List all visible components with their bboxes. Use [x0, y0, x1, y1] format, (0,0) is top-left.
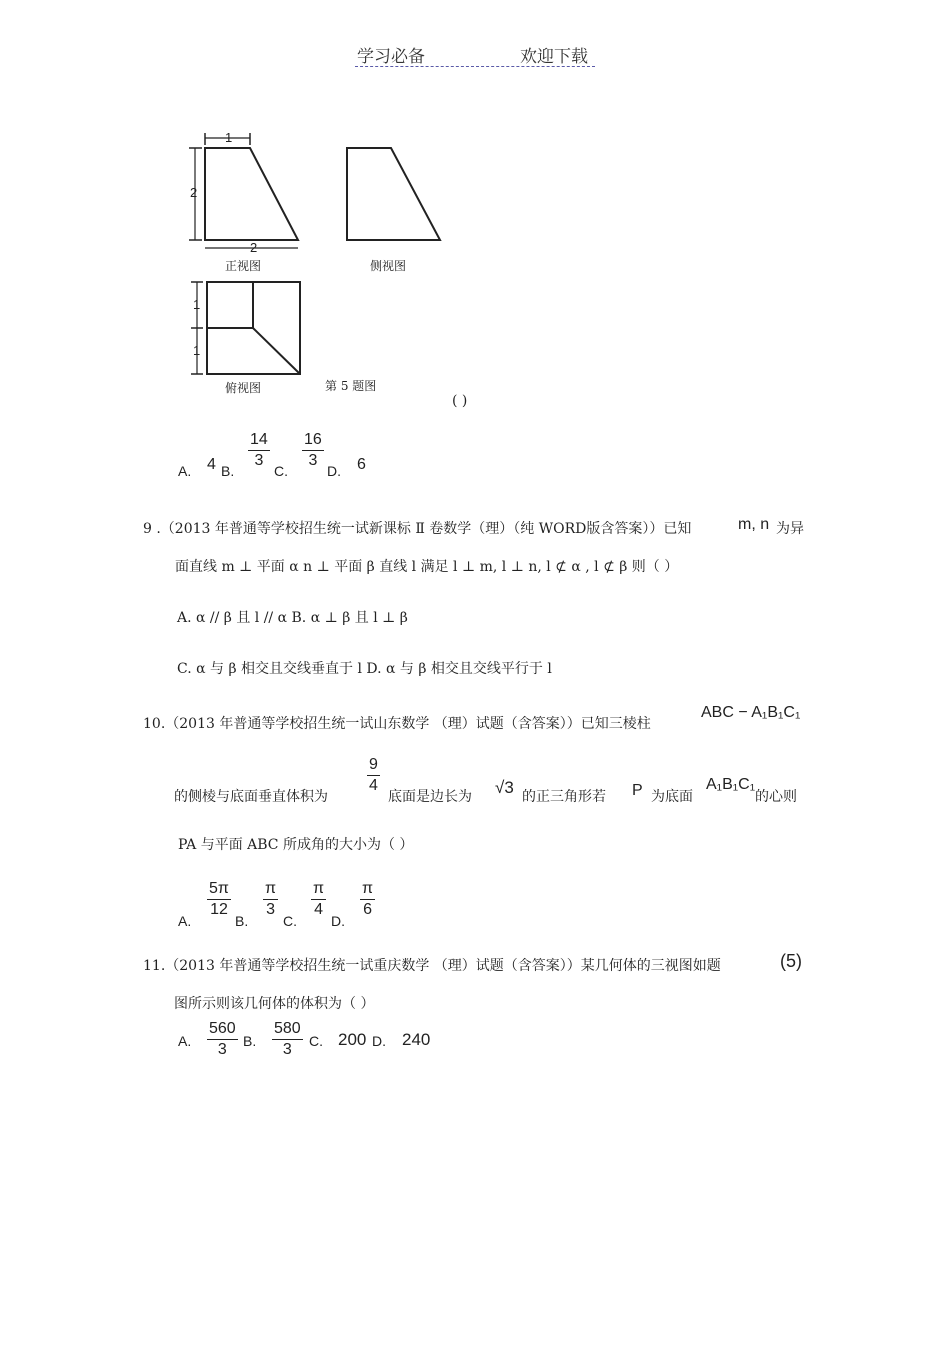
page-header: [355, 40, 595, 67]
dim-bottom: 2: [250, 240, 258, 255]
q11-opt-c: C.: [309, 1033, 323, 1049]
side-view-label: 侧视图: [370, 259, 407, 273]
q10-p: P: [632, 782, 643, 799]
q11-opt-a: A.: [178, 1033, 192, 1049]
q11-val-d: 240: [402, 1030, 431, 1049]
q8-opt-a: A.: [178, 463, 192, 479]
q10-line2-d: 为底面: [651, 789, 693, 805]
q10-line3: PA 与平面 ABC 所成角的大小为（ ）: [178, 837, 414, 853]
q9-line2: 面直线 m ⊥ 平面 α n ⊥ 平面 β 直线 l 满足 l ⊥ m, l ⊥ n, l ⊄ α , l ⊄ β 则（ ）: [175, 559, 679, 575]
q10-frac-d: $\frac{\pi}{6}$: [362, 880, 374, 918]
q10-line2-e: 的心则: [755, 789, 797, 805]
q9-options-ab: A. α // β 且 l // α B. α ⊥ β 且 l ⊥ β: [177, 610, 408, 626]
header-right: 欢迎下载: [520, 47, 588, 67]
q8-paren: ( ): [452, 393, 468, 409]
q10-line2-c: 的正三角形若: [522, 789, 606, 805]
dim-left: 2: [190, 185, 198, 200]
q11-line2: 图所示则该几何体的体积为（ ）: [174, 996, 375, 1012]
dim-top-view-2: 1: [193, 343, 201, 358]
q10-opt-d: D.: [331, 913, 345, 929]
figure-caption: 第 5 题图: [325, 379, 377, 393]
q10-line2-b: 底面是边长为: [388, 789, 472, 805]
top-view: [191, 282, 300, 374]
q8-opt-b: B.: [221, 463, 235, 479]
q10-frac-a: $\frac{5\pi}{12}$: [209, 880, 229, 918]
q10-frac-c: $\frac{\pi}{4}$: [313, 880, 325, 918]
q8-val-d: 6: [357, 456, 366, 473]
q10-opt-c: C.: [283, 913, 297, 929]
q10-sqrt: √3: [495, 778, 514, 797]
q8-opt-d: D.: [327, 463, 341, 479]
q10-line1: 10.（2013 年普通等学校招生统一试山东数学 （理）试题（含答案））已知三棱柱: [143, 716, 651, 732]
q11-line1: 11.（2013 年普通等学校招生统一试重庆数学 （理）试题（含答案））某几何体的三视图如题: [143, 958, 721, 974]
q10-opt-a: A.: [178, 913, 192, 929]
q10-volume-frac: $\frac{9}{4}$: [369, 756, 378, 794]
q10-line2-a: 的侧棱与底面垂直体积为: [174, 789, 328, 805]
three-view-figure: [180, 125, 460, 400]
q11-val-c: 200: [338, 1030, 367, 1049]
q11-line1-math: (5): [780, 951, 802, 971]
q8-frac-c: $\frac{16}{3}$: [304, 431, 322, 469]
top-view-label: 俯视图: [225, 381, 262, 395]
q10-frac-b: $\frac{\pi}{3}$: [265, 880, 277, 918]
q8-val-a: 4: [207, 456, 216, 473]
q11-frac-a: $\frac{560}{3}$: [209, 1020, 236, 1058]
front-view: [189, 130, 298, 255]
side-view: [347, 148, 440, 240]
front-view-label: 正视图: [225, 259, 262, 273]
header-left: 学习必备: [357, 47, 425, 67]
q11-frac-b: $\frac{580}{3}$: [274, 1020, 301, 1058]
q11-opt-b: B.: [243, 1033, 257, 1049]
q9-options-cd: C. α 与 β 相交且交线垂直于 l D. α 与 β 相交且交线平行于 l: [177, 661, 552, 677]
q10-line2-math: A₁B₁C₁: [706, 776, 756, 793]
q8-frac-b: $\frac{14}{3}$: [250, 431, 268, 469]
dim-top-view-1: 1: [193, 297, 201, 312]
q9-line1: 9 .（2013 年普通等学校招生统一试新课标 Ⅱ 卷数学（理）（纯 WORD版含答案））已知: [143, 521, 692, 537]
q9-line1-math: m, n: [738, 516, 770, 533]
q8-opt-c: C.: [274, 463, 288, 479]
q10-line1-math: ABC − A₁B₁C₁: [701, 704, 801, 721]
q11-opt-d: D.: [372, 1033, 386, 1049]
q10-opt-b: B.: [235, 913, 249, 929]
q9-line1-end: 为异: [776, 521, 804, 537]
dim-top: 1: [225, 130, 233, 145]
